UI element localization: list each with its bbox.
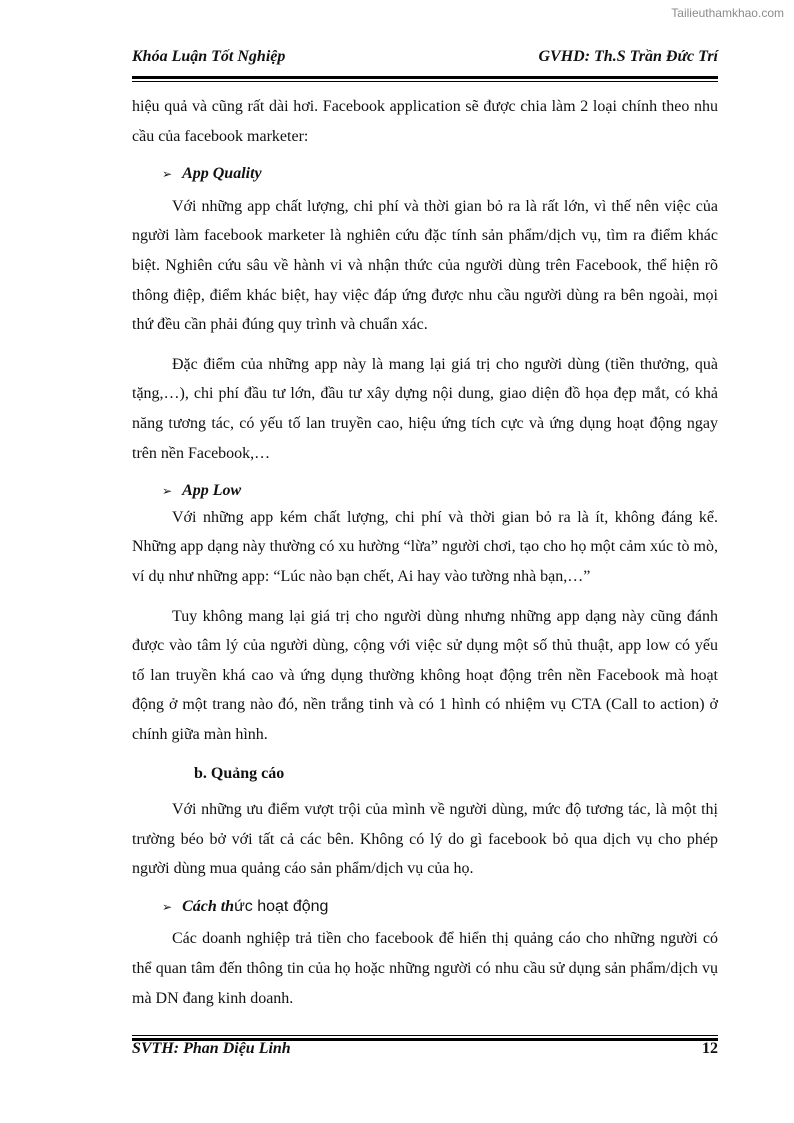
bullet-label: App Low bbox=[182, 482, 242, 500]
page-content bbox=[132, 92, 718, 1013]
paragraph: Với những app chất lượng, chi phí và thời gian bỏ ra là rất lớn, vì thế nên việc của người làm facebook marketer là nghiên cứu đặc tính sản phẩm/dịch vụ, tìm ra điểm khác biệt. Nghiên cứu sâu về hành vi và nhận thức của người dùng trên Facebook, thể hiện rõ thông điệp, điểm khác biệt, hay việc đáp ứng được nhu cầu người dùng ra bên ngoài, mọi thứ đều cần phải đúng quy trình và chuẩn xác. bbox=[132, 197, 718, 334]
page-footer bbox=[132, 1040, 718, 1064]
paragraph: Các doanh nghiệp trả tiền cho facebook để hiển thị quảng cáo cho những người có thể quan tâm đến thông tin của họ hoặc những người có nhu cầu sử dụng sản phẩm/dịch vụ mà DN đang kinh doanh. bbox=[132, 930, 718, 1007]
page-number: 12 bbox=[702, 1040, 718, 1057]
bullet-app-quality bbox=[162, 159, 718, 190]
arrow-bullet-icon: ➢ bbox=[162, 167, 173, 182]
header-title: Khóa Luận Tốt Nghiệp bbox=[132, 48, 286, 65]
bullet-label-rest: ức hoạt động bbox=[234, 897, 329, 915]
paragraph: Với những ưu điểm vượt trội của mình về người dùng, mức độ tương tác, là một thị trường béo bở với tất cả các bên. Không có lý do gì facebook bỏ qua dịch vụ cho phép người dùng mua quảng cáo sản phẩm/dịch vụ của họ. bbox=[132, 801, 718, 878]
footer-rule-thin bbox=[132, 1035, 718, 1036]
watermark: Tailieuthamkhao.com bbox=[671, 6, 784, 20]
bullet-label: Cách th bbox=[182, 897, 235, 915]
footer-author: SVTH: Phan Diệu Linh bbox=[132, 1040, 291, 1057]
header-rule-thin bbox=[132, 81, 718, 82]
header-advisor: GVHD: Th.S Trần Đức Trí bbox=[538, 48, 718, 65]
bullet-how-it-works bbox=[162, 892, 718, 923]
section-heading: b. Quảng cáo bbox=[194, 765, 285, 783]
arrow-bullet-icon: ➢ bbox=[162, 484, 173, 499]
header-rule bbox=[132, 76, 718, 79]
paragraph: Tuy không mang lại giá trị cho người dùng nhưng những app dạng này cũng đánh được vào tâm lý của người dùng, cộng với việc sử dụng một số thủ thuật, app low có yếu tố lan truyền khá cao và ứng dụng thường không hoạt động trên nền Facebook mà hoạt động ở một trang nào đó, nền trắng tinh và có 1 hình có nhiệm vụ CTA (Call to action) ở chính giữa màn hình. bbox=[132, 607, 718, 743]
arrow-bullet-icon: ➢ bbox=[162, 899, 173, 914]
paragraph: Đặc điểm của những app này là mang lại giá trị cho người dùng (tiền thưởng, quà tặng,…), chi phí đầu tư lớn, đầu tư xây dựng nội dung, giao diện đồ họa đẹp mắt, có khả năng tương tác, có yếu tố lan truyền cao, hiệu ứng tích cực và ứng dụng hoạt động ngay trên nền Facebook,… bbox=[132, 355, 718, 462]
bullet-label: App Quality bbox=[182, 165, 262, 183]
page-header bbox=[132, 48, 718, 72]
paragraph: hiệu quả và cũng rất dài hơi. Facebook application sẽ được chia làm 2 loại chính theo nhu cầu của facebook marketer: bbox=[132, 98, 718, 145]
paragraph: Với những app kém chất lượng, chi phí và thời gian bỏ ra là ít, không đáng kể. Những app dạng này thường có xu hường “lừa” người chơi, tạo cho họ một cảm xúc tò mò, ví dụ như những app: “Lúc nào bạn chết, Ai hay vào tường nhà bạn,…” bbox=[132, 508, 718, 585]
